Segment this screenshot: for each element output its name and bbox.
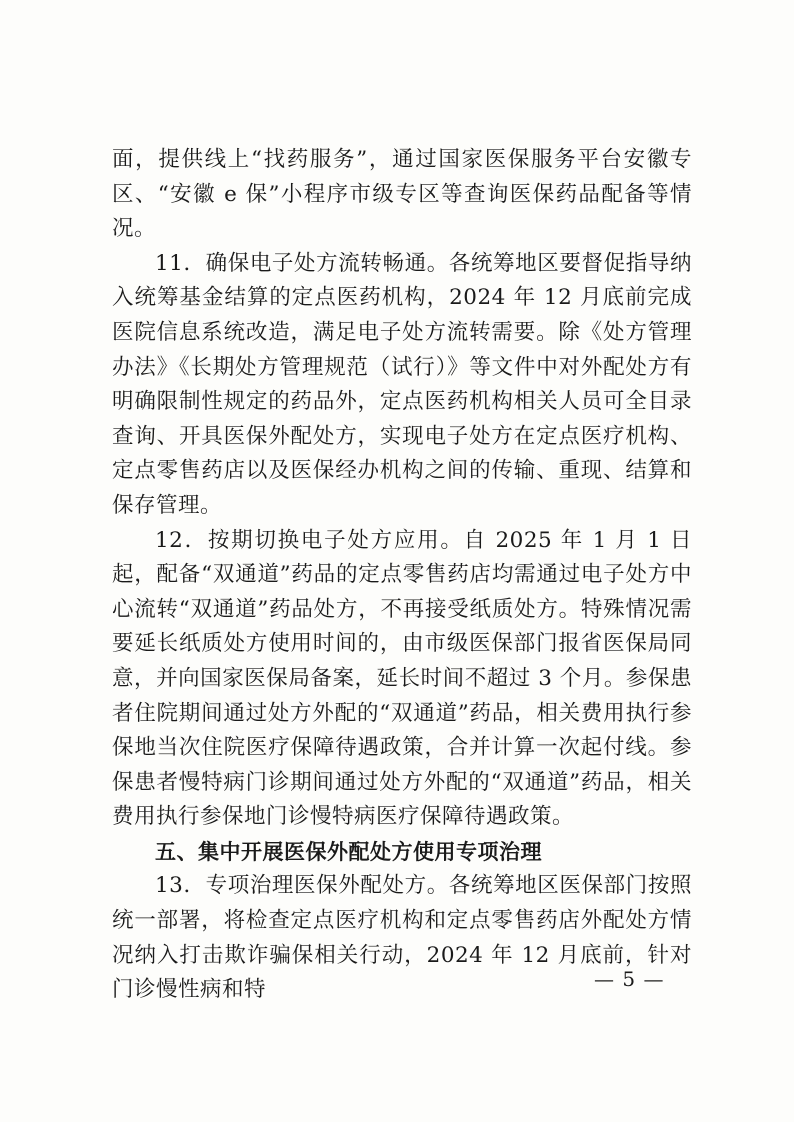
paragraph-continuation [112, 143, 692, 247]
paragraph-body: 各统筹地区医保部门按照统一部署，将检查定点医疗机构和定点零售药店外配处方情况纳入打击欺诈骗保相关行动，2024 年 12 月底前，针对门诊慢性病和特 [112, 873, 692, 1003]
paragraph-body: 自 2025 年 1 月 1 日起，配备“双通道”药品的定点零售药店均需通过电子处方中心流转“双通道”药品处方，不再接受纸质处方。特殊情况需要延长纸质处方使用时间的，由市级医保部门报省医保局同意，并向国家医保局备案，延长时间不超过 3 个月。参保患者住院期间通过处方外配的“双通道”药品，相关费用执行参保地当次住院医疗保障待遇政策，合并计算一次起付线。参保患者慢特病门诊期间通过处方外配的“双通道”药品，相关费用执行参保地门诊慢特病医疗保障待遇政策。 [112, 527, 692, 830]
page-number: — 5 — [594, 967, 665, 991]
body-text [112, 143, 692, 1008]
paragraph-item-11 [112, 247, 692, 524]
paragraph-body: 各统筹地区要督促指导纳入统筹基金结算的定点医药机构，2024 年 12 月底前完成医院信息系统改造，满足电子处方流转需要。除《处方管理办法》《长期处方管理规范（试行）》等文件中对外配处方有明确限制性规定的药品外，定点医药机构相关人员可全目录查询、开具医保外配处方，实现电子处方在定点医疗机构、定点零售药店以及医保经办机构之间的传输、重现、结算和保存管理。 [112, 250, 692, 518]
item-lead: 13．专项治理医保外配处方。 [155, 873, 449, 899]
section-heading: 五、集中开展医保外配处方使用专项治理 [155, 839, 542, 864]
paragraph-item-12 [112, 524, 692, 835]
item-lead: 12．按期切换电子处方应用。 [155, 527, 464, 553]
paragraph-body: 面，提供线上“找药服务”，通过国家医保服务平台安徽专区、“安徽 e 保”小程序市级专区等查询医保药品配备等情况。 [112, 147, 692, 242]
item-lead: 11．确保电子处方流转畅通。 [155, 250, 449, 276]
